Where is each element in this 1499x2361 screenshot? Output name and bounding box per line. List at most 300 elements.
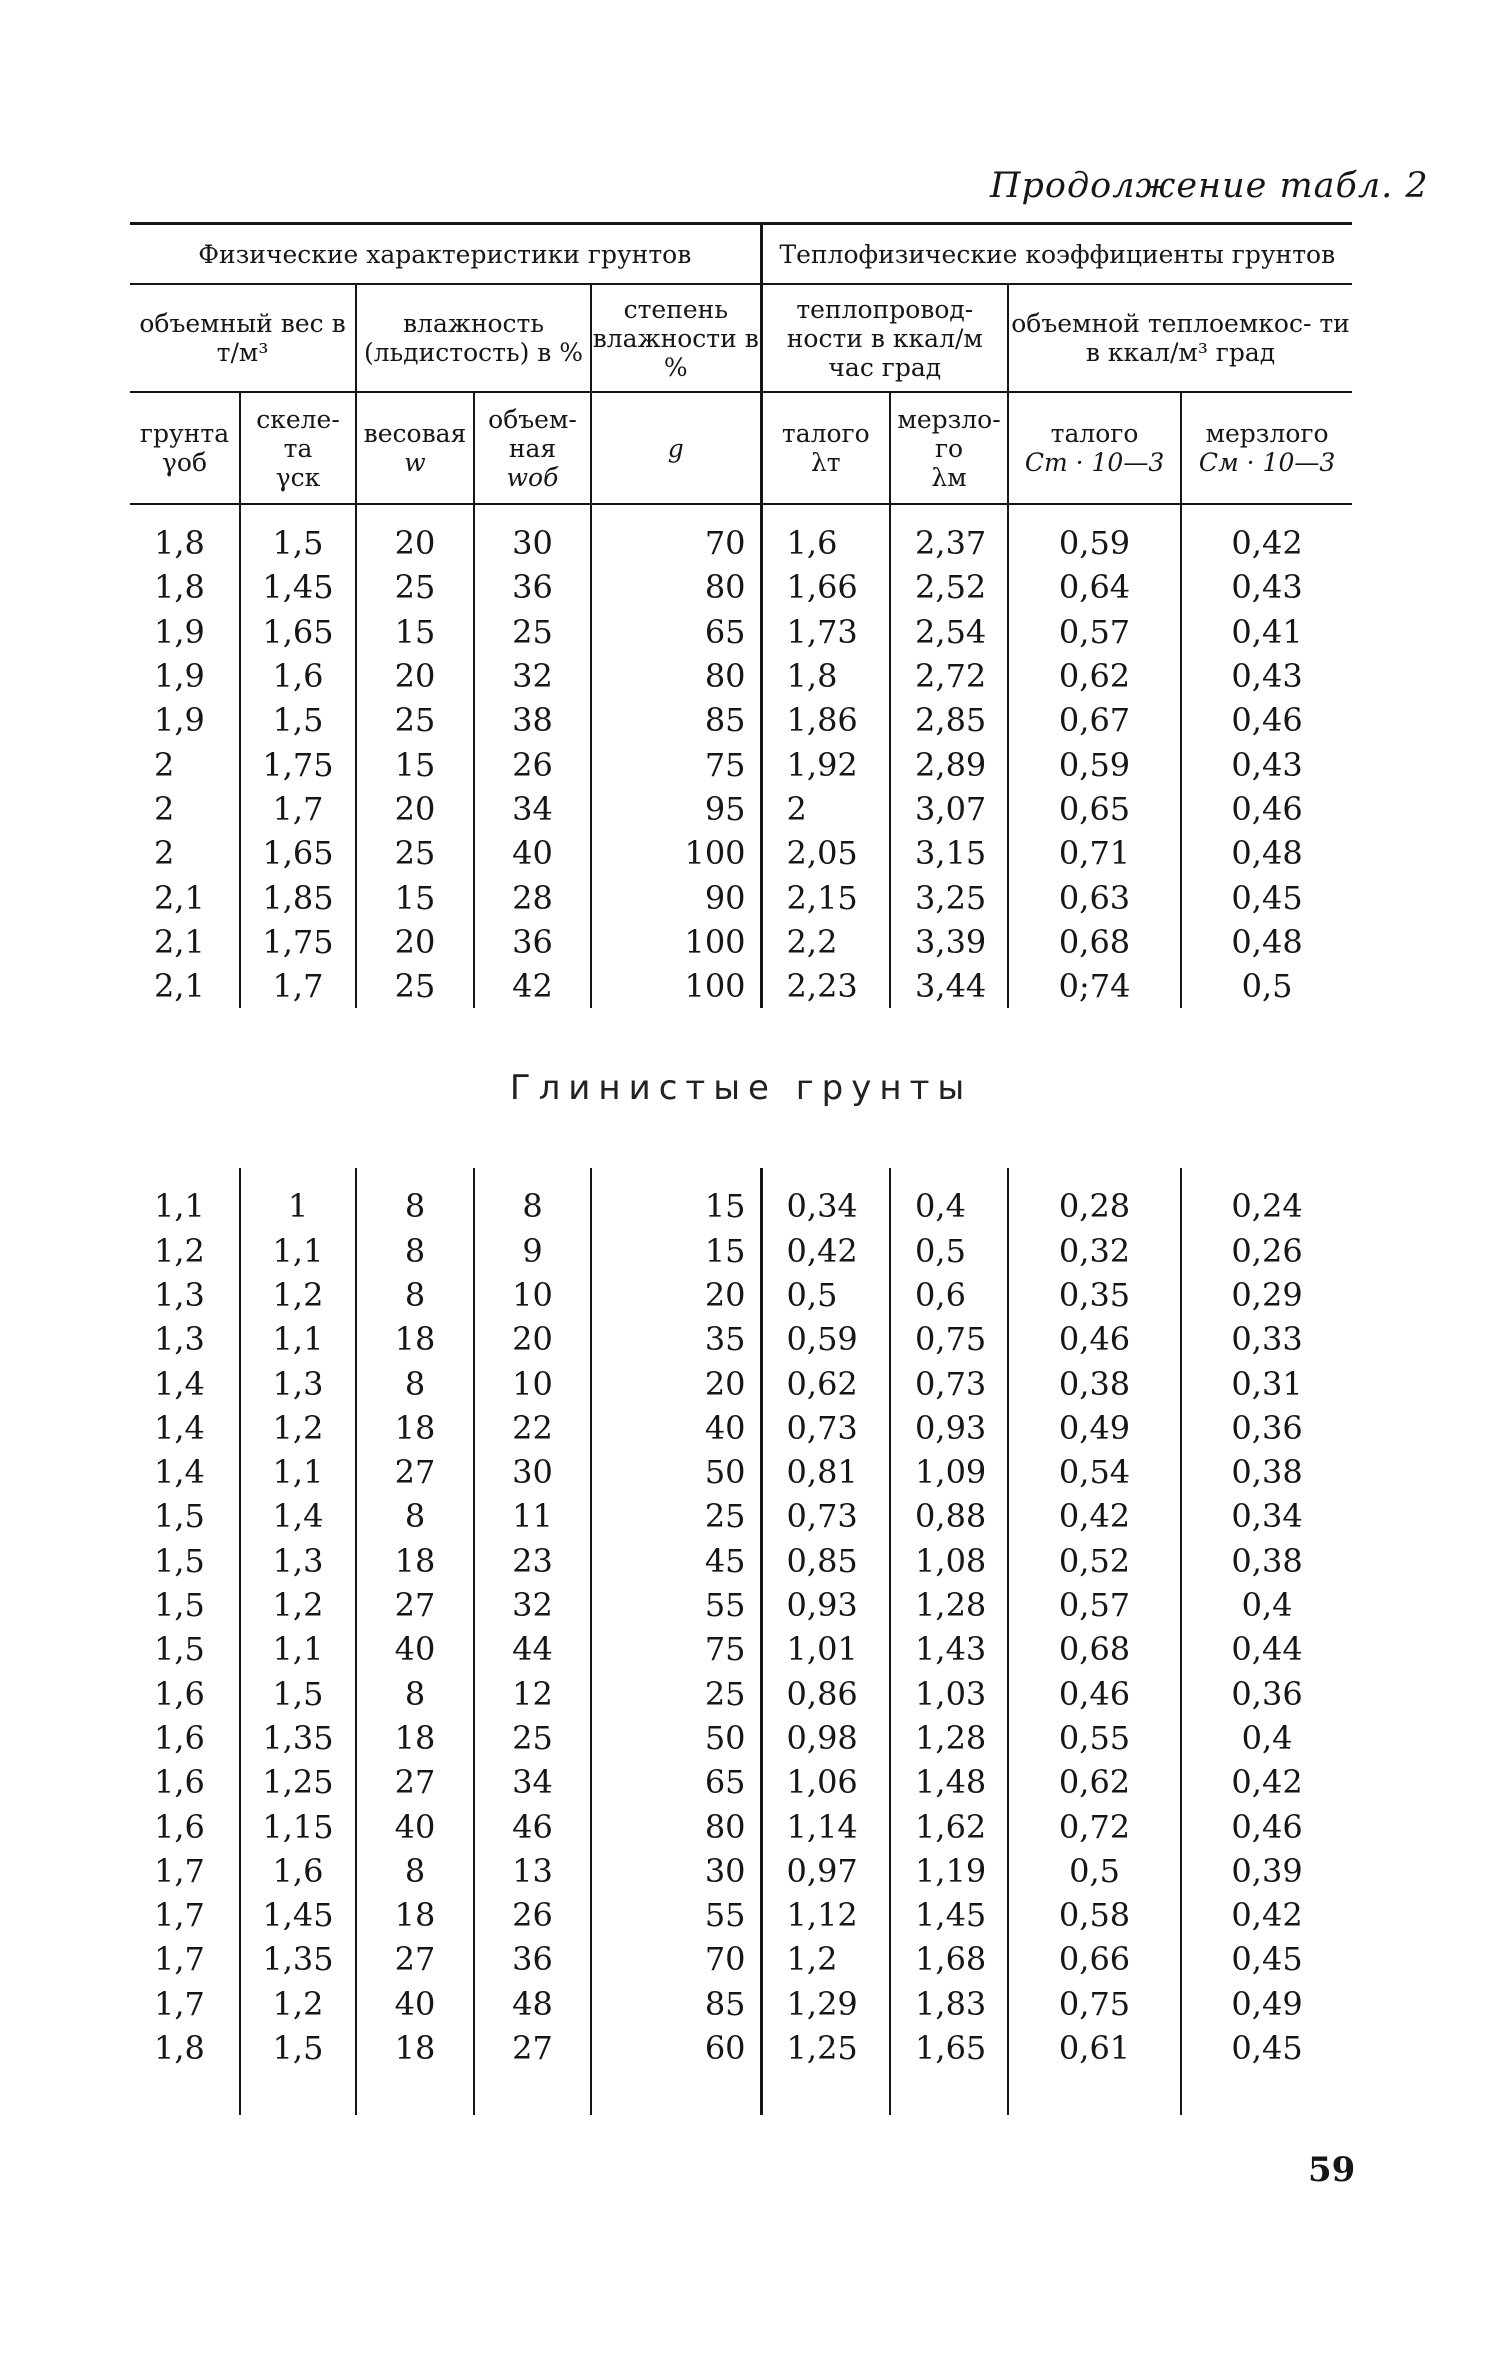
table-cell: 0,38 xyxy=(1181,1539,1352,1583)
table-tail xyxy=(130,2070,1352,2115)
header-physical: Физические характеристики грунтов xyxy=(130,224,761,285)
table-cell: 1,4 xyxy=(240,1494,356,1538)
table-cell: 0,29 xyxy=(1181,1273,1352,1317)
table-row xyxy=(130,742,1352,786)
table-cell: 40 xyxy=(591,1406,761,1450)
table-cell: 1,4 xyxy=(154,1364,205,1403)
header-frozen-c: мерзлого Cм · 10—3 xyxy=(1181,392,1352,504)
table-cell: 1,48 xyxy=(890,1760,1008,1804)
table-row xyxy=(130,1317,1352,1361)
table-cell: 2 xyxy=(154,745,175,784)
table-cell: 1,68 xyxy=(890,1937,1008,1981)
table-cell: 0,42 xyxy=(1008,1494,1181,1538)
table-cell: 3,39 xyxy=(890,920,1008,964)
table-cell: 18 xyxy=(356,1893,474,1937)
table-cell: 0,4 xyxy=(890,1184,1008,1228)
table-cell: 1,3 xyxy=(154,1320,205,1359)
table-cell: 32 xyxy=(474,654,591,698)
table-cell: 23 xyxy=(474,1539,591,1583)
table-cell: 1,66 xyxy=(761,565,890,609)
table-cell: 65 xyxy=(591,1760,761,1804)
table-cell: 27 xyxy=(474,2026,591,2070)
table-cell: 42 xyxy=(474,964,591,1008)
table-cell: 0,49 xyxy=(1008,1406,1181,1450)
table-cell: 0,32 xyxy=(1008,1229,1181,1273)
table-cell: 1,29 xyxy=(761,1982,890,2026)
table-cell: 1,2 xyxy=(761,1937,890,1981)
table-cell: 1,7 xyxy=(240,964,356,1008)
table-cell: 0,63 xyxy=(1008,875,1181,919)
table-cell: 35 xyxy=(591,1317,761,1361)
table-row xyxy=(130,1982,1352,2026)
table-cell: 0,46 xyxy=(1181,787,1352,831)
table-cell: 1,5 xyxy=(154,1630,205,1669)
table-cell: 1,06 xyxy=(761,1760,890,1804)
table-cell: 1,5 xyxy=(240,2026,356,2070)
table-cell: 26 xyxy=(474,742,591,786)
table-cell: 0,86 xyxy=(761,1672,890,1716)
table-cell: 1,14 xyxy=(761,1804,890,1848)
table-cell: 15 xyxy=(356,610,474,654)
table-row xyxy=(130,1539,1352,1583)
header-thermal: Теплофизические коэффициенты грунтов xyxy=(761,224,1352,285)
table-cell: 3,07 xyxy=(890,787,1008,831)
table-cell: 0,65 xyxy=(1008,787,1181,831)
table-cell: 2,1 xyxy=(154,878,205,917)
table-cell: 2 xyxy=(154,834,175,873)
table-row xyxy=(130,1893,1352,1937)
table-cell: 0,42 xyxy=(1181,1760,1352,1804)
table-cell: 0,48 xyxy=(1181,831,1352,875)
table-cell: 2,89 xyxy=(890,742,1008,786)
table-cell: 10 xyxy=(474,1273,591,1317)
table-cell: 1,01 xyxy=(761,1627,890,1671)
header-thawed-lambda: талого λт xyxy=(761,392,890,504)
table-cell: 1,25 xyxy=(240,1760,356,1804)
table-cell: 30 xyxy=(591,1849,761,1893)
table-cell: 1,8 xyxy=(154,568,205,607)
table-cell: 20 xyxy=(356,654,474,698)
table-cell: 11 xyxy=(474,1494,591,1538)
table-cell: 1,92 xyxy=(761,742,890,786)
table-cell: 2,37 xyxy=(890,521,1008,565)
header-bulk-weight: объемный вес в т/м³ xyxy=(130,284,356,392)
table-cell: 3,44 xyxy=(890,964,1008,1008)
table-cell: 1,1 xyxy=(240,1627,356,1671)
table-cell: 0,52 xyxy=(1008,1539,1181,1583)
table-cell: 1,7 xyxy=(154,1851,205,1890)
table-cell: 0,58 xyxy=(1008,1893,1181,1937)
table-cell: 0,36 xyxy=(1181,1672,1352,1716)
table-cell: 20 xyxy=(356,920,474,964)
table-row xyxy=(130,654,1352,698)
table-cell: 1,1 xyxy=(240,1317,356,1361)
table-cell: 1,65 xyxy=(890,2026,1008,2070)
table-cell: 0,4 xyxy=(1181,1583,1352,1627)
table-row xyxy=(130,1804,1352,1848)
table-cell: 0,61 xyxy=(1008,2026,1181,2070)
table-cell: 0,46 xyxy=(1008,1672,1181,1716)
table-cell: 1,35 xyxy=(240,1716,356,1760)
table-cell: 25 xyxy=(474,610,591,654)
table-cell: 25 xyxy=(474,1716,591,1760)
table-cell: 15 xyxy=(591,1184,761,1228)
table-cell: 2,15 xyxy=(761,875,890,919)
header-skeleton: скеле- та γск xyxy=(240,392,356,504)
table-cell: 0,62 xyxy=(761,1361,890,1405)
table-cell: 1,35 xyxy=(240,1937,356,1981)
table-row xyxy=(130,1406,1352,1450)
table-cell: 25 xyxy=(356,565,474,609)
section-title: Глинистые грунты xyxy=(509,1068,973,1109)
table-cell: 40 xyxy=(356,1804,474,1848)
table-cell: 1,85 xyxy=(240,875,356,919)
table-cell: 1,5 xyxy=(154,1586,205,1625)
table-header xyxy=(130,224,1352,505)
table-cell: 2,85 xyxy=(890,698,1008,742)
table-cell: 1,5 xyxy=(154,1541,205,1580)
table-cell: 0,48 xyxy=(1181,920,1352,964)
table-cell: 1,5 xyxy=(240,1672,356,1716)
table-cell: 2,1 xyxy=(154,967,205,1006)
table-cell: 0,42 xyxy=(1181,521,1352,565)
table-cell: 0,5 xyxy=(890,1229,1008,1273)
table-cell: 18 xyxy=(356,1406,474,1450)
table-cell: 1,6 xyxy=(154,1718,205,1757)
table-cell: 18 xyxy=(356,2026,474,2070)
table-cell: 8 xyxy=(356,1494,474,1538)
table-cell: 50 xyxy=(591,1716,761,1760)
table-cell: 0,71 xyxy=(1008,831,1181,875)
table-cell: 1,1 xyxy=(240,1450,356,1494)
header-thawed-c: талого Cт · 10—3 xyxy=(1008,392,1181,504)
table-cell: 1,5 xyxy=(240,521,356,565)
table-cell: 1,12 xyxy=(761,1893,890,1937)
header-volume-moisture: объем- ная wоб xyxy=(474,392,591,504)
table-cell: 3,15 xyxy=(890,831,1008,875)
table-cell: 1,6 xyxy=(154,1763,205,1802)
table-cell: 38 xyxy=(474,698,591,742)
table-cell: 1,8 xyxy=(154,2029,205,2068)
table-cell: 0,54 xyxy=(1008,1450,1181,1494)
table-cell: 1,65 xyxy=(240,831,356,875)
table-cell: 70 xyxy=(591,1937,761,1981)
table-cell: 20 xyxy=(591,1273,761,1317)
soil-properties-table xyxy=(130,222,1352,2115)
table-cell: 25 xyxy=(356,831,474,875)
table-cell: 34 xyxy=(474,1760,591,1804)
table-cell: 2,23 xyxy=(761,964,890,1008)
table-cell: 0,24 xyxy=(1181,1184,1352,1228)
table-cell: 13 xyxy=(474,1849,591,1893)
table-cell: 0,49 xyxy=(1181,1982,1352,2026)
table-cell: 1,25 xyxy=(761,2026,890,2070)
table-cell: 1,86 xyxy=(761,698,890,742)
table-cell: 0,4 xyxy=(1181,1716,1352,1760)
table-row xyxy=(130,2026,1352,2070)
table-cell: 27 xyxy=(356,1760,474,1804)
table-cell: 15 xyxy=(356,875,474,919)
table-cell: 1,6 xyxy=(154,1807,205,1846)
table-row xyxy=(130,787,1352,831)
table-cell: 34 xyxy=(474,787,591,831)
table-row xyxy=(130,1494,1352,1538)
table-cell: 0,67 xyxy=(1008,698,1181,742)
table-cell: 28 xyxy=(474,875,591,919)
table-cell: 0,72 xyxy=(1008,1804,1181,1848)
table-row xyxy=(130,1273,1352,1317)
table-cell: 90 xyxy=(591,875,761,919)
table-cell: 0,34 xyxy=(761,1184,890,1228)
table-row xyxy=(130,1627,1352,1671)
table-cell: 0,45 xyxy=(1181,2026,1352,2070)
table-cell: 0,75 xyxy=(1008,1982,1181,2026)
table-cell: 1,5 xyxy=(240,698,356,742)
table-cell: 0,55 xyxy=(1008,1716,1181,1760)
table-cell: 46 xyxy=(474,1804,591,1848)
table-cell: 1,6 xyxy=(154,1674,205,1713)
table-cell: 1,4 xyxy=(154,1453,205,1492)
table-cell: 1,73 xyxy=(761,610,890,654)
table-cell: 30 xyxy=(474,521,591,565)
table-cell: 8 xyxy=(356,1849,474,1893)
table-cell: 0,59 xyxy=(1008,742,1181,786)
table-cell: 3,25 xyxy=(890,875,1008,919)
table-cell: 8 xyxy=(356,1229,474,1273)
table-cell: 100 xyxy=(591,831,761,875)
header-weight-moisture: весовая w xyxy=(356,392,474,504)
table-cell: 2,72 xyxy=(890,654,1008,698)
section-row xyxy=(130,1008,1352,1168)
table-caption: Продолжение табл. 2 xyxy=(990,166,1429,206)
table-cell: 1,6 xyxy=(761,521,890,565)
table-cell: 1,3 xyxy=(154,1276,205,1314)
table-cell: 0,6 xyxy=(890,1273,1008,1317)
table-cell: 1,2 xyxy=(240,1406,356,1450)
table-cell: 0,41 xyxy=(1181,610,1352,654)
table-cell: 22 xyxy=(474,1406,591,1450)
table-cell: 0,62 xyxy=(1008,1760,1181,1804)
table-cell: 27 xyxy=(356,1937,474,1981)
table-cell: 60 xyxy=(591,2026,761,2070)
table-cell: 0,33 xyxy=(1181,1317,1352,1361)
table-cell: 1,7 xyxy=(240,787,356,831)
table-row xyxy=(130,1760,1352,1804)
table-cell: 75 xyxy=(591,1627,761,1671)
table-cell: 1,1 xyxy=(240,1229,356,1273)
table-cell: 0,62 xyxy=(1008,654,1181,698)
table-cell: 8 xyxy=(356,1361,474,1405)
header-g: g xyxy=(591,392,761,504)
table-cell: 1,8 xyxy=(761,654,890,698)
table-row xyxy=(130,698,1352,742)
header-conductivity: теплопровод- ности в ккал/м час град xyxy=(761,284,1008,392)
table-cell: 20 xyxy=(591,1361,761,1405)
table-cell: 0,45 xyxy=(1181,875,1352,919)
table-cell: 0,59 xyxy=(761,1317,890,1361)
table-cell: 0,39 xyxy=(1181,1849,1352,1893)
table-cell: 85 xyxy=(591,1982,761,2026)
table-cell: 0,68 xyxy=(1008,1627,1181,1671)
table-cell: 0,43 xyxy=(1181,654,1352,698)
table-cell: 36 xyxy=(474,565,591,609)
table-cell: 1,1 xyxy=(154,1187,205,1226)
table-cell: 36 xyxy=(474,920,591,964)
table-body-clay xyxy=(130,1168,1352,2070)
table-cell: 1,3 xyxy=(240,1539,356,1583)
table-cell: 0,35 xyxy=(1008,1273,1181,1317)
table-cell: 0,5 xyxy=(761,1273,890,1317)
table-cell: 1,6 xyxy=(240,1849,356,1893)
table-cell: 1,45 xyxy=(240,565,356,609)
table-cell: 100 xyxy=(591,964,761,1008)
table-body-sandy xyxy=(130,504,1352,1008)
table-row xyxy=(130,521,1352,565)
table-cell: 0,57 xyxy=(1008,1583,1181,1627)
table-cell: 80 xyxy=(591,565,761,609)
table-cell: 2,1 xyxy=(154,922,205,961)
table-cell: 1,9 xyxy=(154,612,205,651)
header-heat-capacity: объемной теплоемкос- ти в ккал/м³ град xyxy=(1008,284,1352,392)
table-cell: 0,68 xyxy=(1008,920,1181,964)
table-cell: 15 xyxy=(591,1229,761,1273)
table-cell: 0,38 xyxy=(1008,1361,1181,1405)
table-cell: 1,28 xyxy=(890,1583,1008,1627)
table-cell: 0,64 xyxy=(1008,565,1181,609)
table-cell: 1,15 xyxy=(240,1804,356,1848)
table-cell: 0,5 xyxy=(1008,1849,1181,1893)
table-cell: 0,88 xyxy=(890,1494,1008,1538)
table-cell: 75 xyxy=(591,742,761,786)
table-cell: 1,7 xyxy=(154,1940,205,1979)
table-cell: 20 xyxy=(356,787,474,831)
table-cell: 0,45 xyxy=(1181,1937,1352,1981)
table-cell: 0,46 xyxy=(1181,698,1352,742)
table-cell: 1,7 xyxy=(154,1896,205,1935)
table-cell: 0,28 xyxy=(1008,1184,1181,1228)
table-cell: 1,6 xyxy=(240,654,356,698)
table-cell: 10 xyxy=(474,1361,591,1405)
table-cell: 1,8 xyxy=(154,524,205,563)
table-cell: 1,5 xyxy=(154,1497,205,1536)
table-cell: 25 xyxy=(591,1672,761,1716)
table-cell: 8 xyxy=(474,1184,591,1228)
table-cell: 1,75 xyxy=(240,742,356,786)
table-cell: 100 xyxy=(591,920,761,964)
table-cell: 1,9 xyxy=(154,657,205,696)
table-cell: 1,2 xyxy=(240,1583,356,1627)
table-cell: 40 xyxy=(474,831,591,875)
table-row xyxy=(130,1450,1352,1494)
table-cell: 1,45 xyxy=(890,1893,1008,1937)
table-row xyxy=(130,1716,1352,1760)
table-cell: 48 xyxy=(474,1982,591,2026)
table-row xyxy=(130,1229,1352,1273)
table-cell: 0,44 xyxy=(1181,1627,1352,1671)
table-cell: 8 xyxy=(356,1273,474,1317)
table-cell: 1,08 xyxy=(890,1539,1008,1583)
table-cell: 0,43 xyxy=(1181,742,1352,786)
table-cell: 12 xyxy=(474,1672,591,1716)
table-cell: 32 xyxy=(474,1583,591,1627)
table-cell: 1,45 xyxy=(240,1893,356,1937)
table-cell: 0;74 xyxy=(1008,964,1181,1008)
table-row xyxy=(130,1849,1352,1893)
table-cell: 1,4 xyxy=(154,1408,205,1447)
table-cell: 80 xyxy=(591,654,761,698)
table-cell: 1,83 xyxy=(890,1982,1008,2026)
header-frozen-lambda: мерзло- го λм xyxy=(890,392,1008,504)
table-cell: 70 xyxy=(591,521,761,565)
header-saturation: степень влажности в % xyxy=(591,284,761,392)
table-cell: 2,52 xyxy=(890,565,1008,609)
table-cell: 55 xyxy=(591,1893,761,1937)
table-cell: 26 xyxy=(474,1893,591,1937)
table-cell: 0,46 xyxy=(1008,1317,1181,1361)
page-number: 59 xyxy=(1308,2150,1356,2190)
table-row xyxy=(130,831,1352,875)
table-row xyxy=(130,565,1352,609)
table-cell: 30 xyxy=(474,1450,591,1494)
table-cell: 2,05 xyxy=(761,831,890,875)
table-cell: 1,19 xyxy=(890,1849,1008,1893)
table-cell: 1,65 xyxy=(240,610,356,654)
table-cell: 2 xyxy=(154,789,175,828)
table-cell: 0,59 xyxy=(1008,521,1181,565)
table-cell: 18 xyxy=(356,1716,474,1760)
table-cell: 1,9 xyxy=(154,701,205,740)
table-cell: 1,2 xyxy=(240,1273,356,1317)
table-cell: 0,42 xyxy=(761,1229,890,1273)
table-cell: 27 xyxy=(356,1450,474,1494)
table-cell: 0,75 xyxy=(890,1317,1008,1361)
table-row xyxy=(130,610,1352,654)
table-cell: 0,43 xyxy=(1181,565,1352,609)
table-row xyxy=(130,964,1352,1008)
table-cell: 45 xyxy=(591,1539,761,1583)
table-cell: 8 xyxy=(356,1184,474,1228)
table-cell: 2 xyxy=(761,787,890,831)
table-cell: 36 xyxy=(474,1937,591,1981)
table-cell: 0,31 xyxy=(1181,1361,1352,1405)
table-cell: 0,26 xyxy=(1181,1229,1352,1273)
table-cell: 44 xyxy=(474,1627,591,1671)
table-cell: 9 xyxy=(474,1229,591,1273)
table-cell: 0,66 xyxy=(1008,1937,1181,1981)
table-cell: 25 xyxy=(356,698,474,742)
table-cell: 0,38 xyxy=(1181,1450,1352,1494)
table-cell: 40 xyxy=(356,1627,474,1671)
table-cell: 8 xyxy=(356,1672,474,1716)
table-cell: 20 xyxy=(474,1317,591,1361)
table-cell: 65 xyxy=(591,610,761,654)
table-cell: 85 xyxy=(591,698,761,742)
table-cell: 1,75 xyxy=(240,920,356,964)
header-moisture: влажность (льдистость) в % xyxy=(356,284,591,392)
table-cell: 0,81 xyxy=(761,1450,890,1494)
table-cell: 1,3 xyxy=(240,1361,356,1405)
table-row xyxy=(130,1672,1352,1716)
table-cell: 1,7 xyxy=(154,1984,205,2023)
table-cell: 0,73 xyxy=(761,1494,890,1538)
table-cell: 80 xyxy=(591,1804,761,1848)
table-row xyxy=(130,1937,1352,1981)
table-cell: 0,5 xyxy=(1181,964,1352,1008)
table-cell: 27 xyxy=(356,1583,474,1627)
table-row xyxy=(130,920,1352,964)
table-cell: 50 xyxy=(591,1450,761,1494)
table-cell: 0,36 xyxy=(1181,1406,1352,1450)
